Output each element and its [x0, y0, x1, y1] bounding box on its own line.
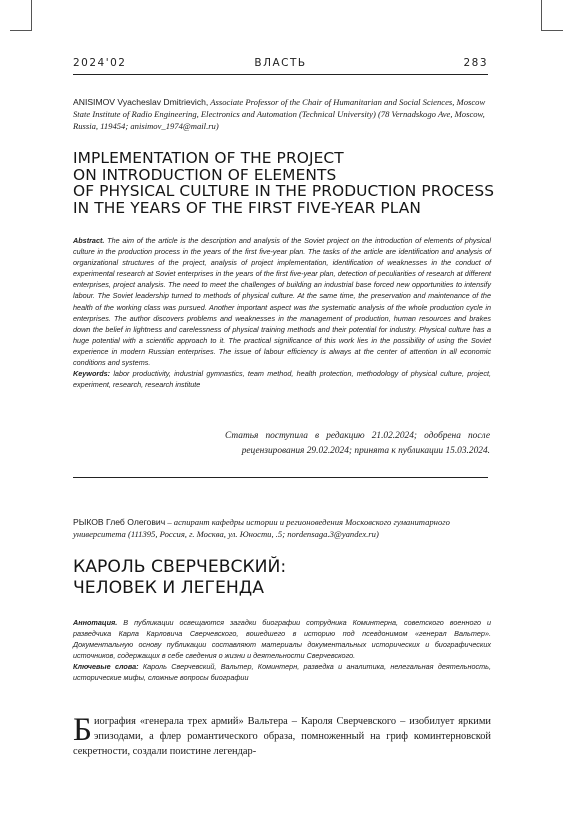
section-rule — [73, 477, 488, 478]
crop-mark-right — [541, 0, 542, 30]
article-ru-title — [73, 557, 493, 599]
journal-name: ВЛАСТЬ — [254, 57, 307, 69]
crop-tick-right — [541, 30, 563, 31]
title-ru-line: ЧЕЛОВЕК И ЛЕГЕНДА — [73, 578, 264, 598]
author-en — [73, 97, 490, 132]
abstract-ru — [73, 617, 491, 684]
header-rule — [73, 74, 488, 75]
crop-tick-left — [10, 30, 32, 31]
article-en-title — [73, 150, 503, 216]
title-en-line: IN THE YEARS OF THE FIRST FIVE-YEAR PLAN — [73, 198, 422, 217]
title-en-line: IMPLEMENTATION OF THE PROJECT — [73, 149, 344, 167]
author-ru-info: – аспирант кафедры истории и регионоведения Московского гуманитарного университета (111395, Россия, г. Москва, ул. Юности, .5; nordensaga.3@yandex.ru) — [73, 517, 450, 539]
author-en-info: Associate Professor of the Chair of Humanitarian and Social Sciences, Moscow State Institute of Radio Engineering, Electronics and Automation (Technical University) (78 Vernadskogo Ave, Moscow, Russia, 119454; anisimov_1974@mail.ru) — [73, 97, 486, 131]
abstract-en — [73, 235, 491, 390]
author-ru — [73, 517, 490, 541]
keywords-en-label: Keywords: — [73, 369, 111, 379]
abstract-ru-label: Аннотация. — [73, 618, 118, 627]
keywords-en-text: labor productivity, industrial gymnastics, team method, health protection, methodology of physical culture, project, experiment, research, research institute — [73, 369, 491, 390]
keywords-ru-text: Кароль Сверчевский, Вальтер, Коминтерн, разведка и аналитика, нелегальная деятельность, исторические мифы, сложные вопросы биографии — [73, 662, 491, 683]
running-head — [73, 57, 488, 73]
article-body — [73, 712, 491, 759]
abstract-ru-text: В публикации освещаются загадки биографии сотрудника Коминтерна, советского военного и разведчика Карла Карловича Сверчевского, вошедшего в историю под псевдонимом «генерал Вальтер». Документальную основу публикации составляют материалы документальных исторических и биографических источников, содержащих в себе сведения о жизни и деятельности Сверчевского. — [73, 618, 491, 661]
abstract-en-text: The aim of the article is the description and analysis of the Soviet project on the introduction of elements of physical culture in the production process in the years of the first five-year plan. The tasks of the article are identification and analysis of organizational structures of the project, analysis of project implementation, identification of weaknesses in the conduct of experimental research at Soviet enterprises in the years of the first five-year plan, detection of peculiarities of research at different enterprises, project analysis. The need to meet the challenges of building an industrial base forced new opportunities to intensify labour. The Soviet leadership turned to methods of physical culture. At the same time, the preservation and maintenance of the health of the working class was pursued. Another important aspect was the systematic analysis of the whole production cycle in enterprises. The author discovers problems and weaknesses in the management of production, human resources and brakes down the belief in lightness and carelessness of physical training methods and their potential for industry. Physical culture has a huge potential with a scientific approach to it. The practical significance of this work lies in the possibility of using the Soviet experience in modern Russian enterprises. The issue of labour efficiency is always at the center of attention in all economic conditions and systems. — [73, 236, 491, 368]
title-en-line: ON INTRODUCTION OF ELEMENTS — [73, 165, 337, 184]
abstract-en-label: Abstract. — [73, 236, 105, 245]
drop-cap: Б — [73, 712, 92, 748]
title-en-line: OF PHYSICAL CULTURE IN THE PRODUCTION PROCESS — [73, 182, 495, 200]
keywords-ru-label: Ключевые слова: — [73, 662, 139, 672]
author-en-name: ANISIMOV Vyacheslav Dmitrievich, — [73, 97, 209, 107]
issue-number: 2024'02 — [73, 57, 127, 69]
page-number: 283 — [463, 57, 488, 69]
body-paragraph: иография «генерала трех армий» Вальтера – Кароля Сверчевского – изобилует яркими эпизодами, а флер романтического образа, помноженный на гриф коминтерновской секретности, создали поистине легендар- — [73, 716, 491, 757]
author-ru-name: РЫКОВ Глеб Олегович — [73, 517, 166, 527]
crop-mark-left — [31, 0, 32, 30]
publication-dates: Статья поступила в редакцию 21.02.2024; одобрена после рецензирования 29.02.2024; принята к публикации 15.03.2024. — [225, 431, 490, 456]
title-ru-line: КАРОЛЬ СВЕРЧЕВСКИЙ: — [73, 557, 287, 577]
